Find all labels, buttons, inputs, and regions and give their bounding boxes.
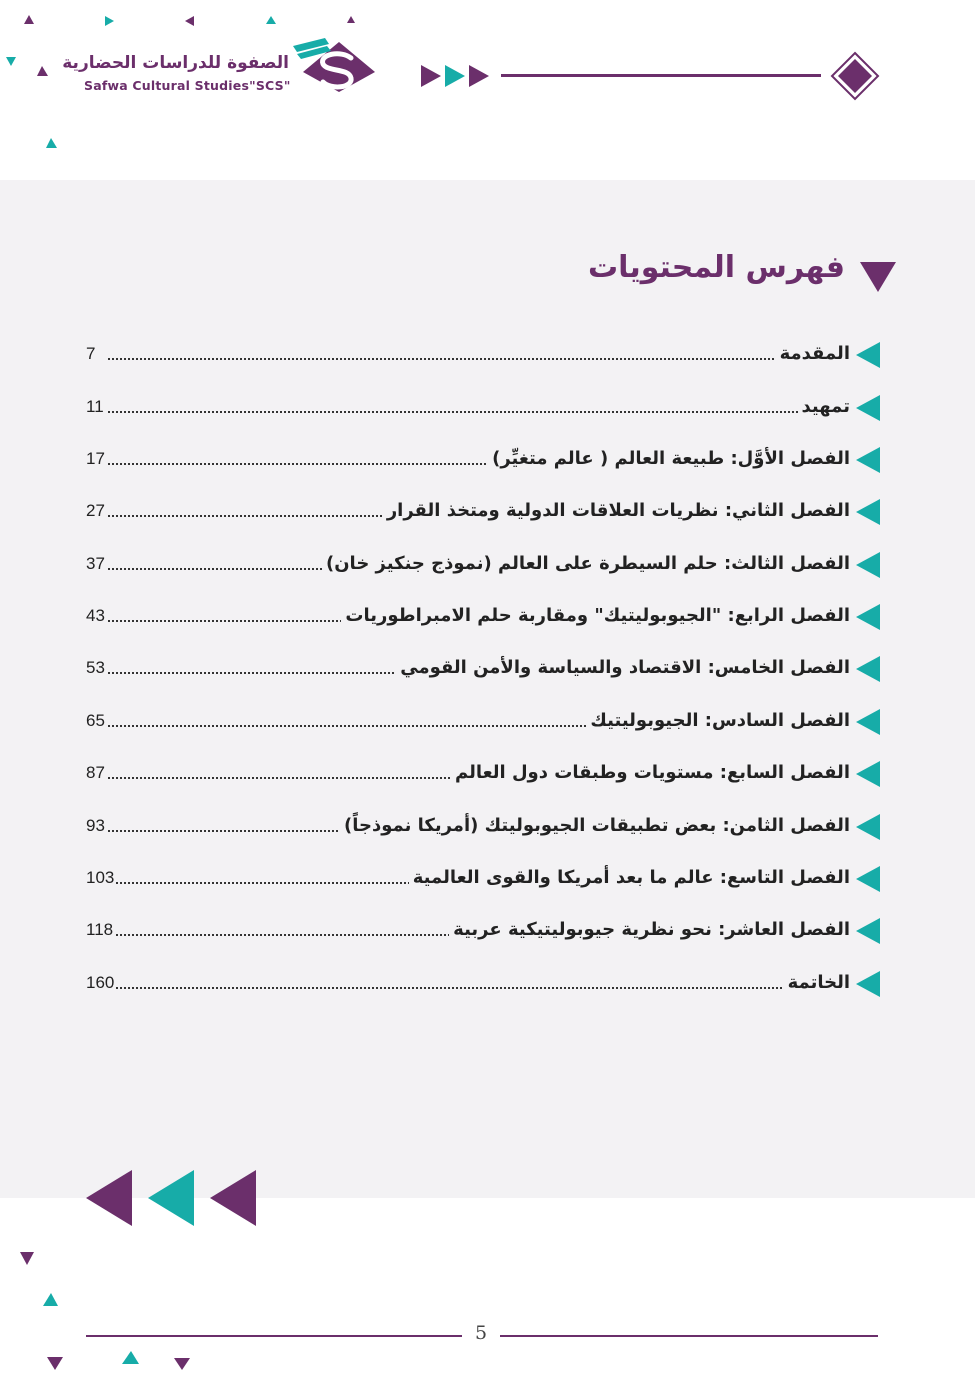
footer-rule-right: [500, 1335, 878, 1337]
toc-entry-label: الفصل السابع: مستويات وطبقات دول العالم: [451, 761, 850, 785]
teal-arrow-left-icon: [856, 447, 880, 473]
dot-leader: [86, 344, 850, 364]
toc-entry-page: 160: [86, 971, 116, 995]
scs-logo-mark-icon: [289, 36, 384, 98]
toc-entry-page: 7: [86, 342, 97, 366]
arrow-left-icon: [148, 1170, 194, 1226]
toc-entry-label: الفصل الثامن: بعض تطبيقات الجيوبوليتك (أمريكا نموذجاً): [340, 814, 850, 838]
teal-arrow-left-icon: [856, 866, 880, 892]
teal-arrow-left-icon: [856, 814, 880, 840]
toc-entry: [86, 806, 880, 846]
teal-arrow-left-icon: [856, 499, 880, 525]
logo-arabic-text: الصفوة للدراسات الحضارية: [62, 53, 289, 73]
teal-arrow-left-icon: [856, 552, 880, 578]
arrow-right-icon: [421, 65, 441, 87]
triangle-icon: [266, 16, 276, 24]
toc-entry: [86, 910, 880, 950]
triangle-icon: [46, 138, 57, 148]
footer-arrows-ornament: [84, 1168, 260, 1230]
logo-english-text: Safwa Cultural Studies"SCS": [84, 78, 291, 93]
toc-entry-label: الفصل الخامس: الاقتصاد والسياسة والأمن القومي: [396, 656, 850, 680]
teal-arrow-left-icon: [856, 761, 880, 787]
header-ornament: [415, 50, 885, 102]
triangle-icon: [185, 16, 194, 26]
teal-arrow-left-icon: [856, 604, 880, 630]
toc-entry-page: 87: [86, 761, 107, 785]
logo: [62, 36, 384, 106]
triangle-icon: [43, 1293, 58, 1306]
toc-entry-label: تمهيد: [798, 395, 850, 419]
page-title: فهرس المحتويات: [588, 250, 845, 285]
arrow-left-icon: [86, 1170, 132, 1226]
page-number: 5: [474, 1322, 488, 1344]
toc-entry-page: 17: [86, 447, 107, 471]
triangle-icon: [47, 1357, 63, 1370]
arrow-left-icon: [210, 1170, 256, 1226]
content-background: [0, 180, 975, 1198]
toc-entry-page: 27: [86, 499, 107, 523]
toc-entry: [86, 334, 880, 374]
toc-entry-label: الخاتمة: [784, 971, 850, 995]
arrow-right-icon: [445, 65, 465, 87]
triangle-icon: [24, 15, 34, 24]
toc-entry-label: الفصل الأوَّل: طبيعة العالم ( عالم متغيِّر): [488, 447, 850, 471]
toc-entry-page: 11: [86, 395, 106, 419]
toc-entry: [86, 701, 880, 741]
teal-arrow-left-icon: [856, 918, 880, 944]
toc-entry-label: الفصل الرابع: "الجيوبوليتيك" ومقاربة حلم الامبراطوريات: [341, 604, 850, 628]
toc-entry-page: 43: [86, 604, 107, 628]
toc-entry-page: 65: [86, 709, 107, 733]
toc-entry: [86, 858, 880, 898]
toc-entry-page: 93: [86, 814, 107, 838]
toc-entry-label: الفصل التاسع: عالم ما بعد أمريكا والقوى العالمية: [409, 866, 850, 890]
toc-entry: [86, 491, 880, 531]
triangle-icon: [347, 16, 355, 23]
title-triangle-icon: [858, 260, 898, 294]
toc-entry: [86, 439, 880, 479]
teal-arrow-left-icon: [856, 395, 880, 421]
triangle-icon: [37, 66, 48, 76]
toc-entry-page: 37: [86, 552, 107, 576]
toc-entry-page: 103: [86, 866, 116, 890]
toc-entry: [86, 544, 880, 584]
toc-entry: [86, 387, 880, 427]
toc-entry: [86, 648, 880, 688]
triangle-icon: [174, 1358, 190, 1370]
teal-arrow-left-icon: [856, 971, 880, 997]
toc-entry: [86, 596, 880, 636]
toc-entry-label: الفصل العاشر: نحو نظرية جيوبوليتيكية عربية: [449, 918, 850, 942]
toc-entry-page: 118: [86, 918, 115, 942]
toc-entry-label: الفصل الثاني: نظريات العلاقات الدولية ومتخذ القرار: [383, 499, 850, 523]
dot-leader: [86, 973, 850, 993]
teal-arrow-left-icon: [856, 709, 880, 735]
dot-leader: [86, 397, 850, 417]
teal-arrow-left-icon: [856, 656, 880, 682]
toc-entry: [86, 753, 880, 793]
toc-entry-label: الفصل الثالث: حلم السيطرة على العالم (نموذج جنكيز خان): [322, 552, 850, 576]
toc-entry-page: 53: [86, 656, 107, 680]
triangle-icon: [6, 57, 16, 66]
toc-entry-label: المقدمة: [776, 342, 850, 366]
triangle-icon: [122, 1351, 139, 1364]
header-rule: [501, 74, 821, 77]
toc-entry: [86, 963, 880, 1003]
decorative-triangles-bottom: [0, 1240, 220, 1380]
teal-arrow-left-icon: [856, 342, 880, 368]
triangle-icon: [105, 16, 114, 26]
toc-entry-label: الفصل السادس: الجيوبوليتيك: [586, 709, 850, 733]
footer-rule-left: [86, 1335, 462, 1337]
arrow-right-icon: [469, 65, 489, 87]
triangle-icon: [20, 1252, 34, 1265]
